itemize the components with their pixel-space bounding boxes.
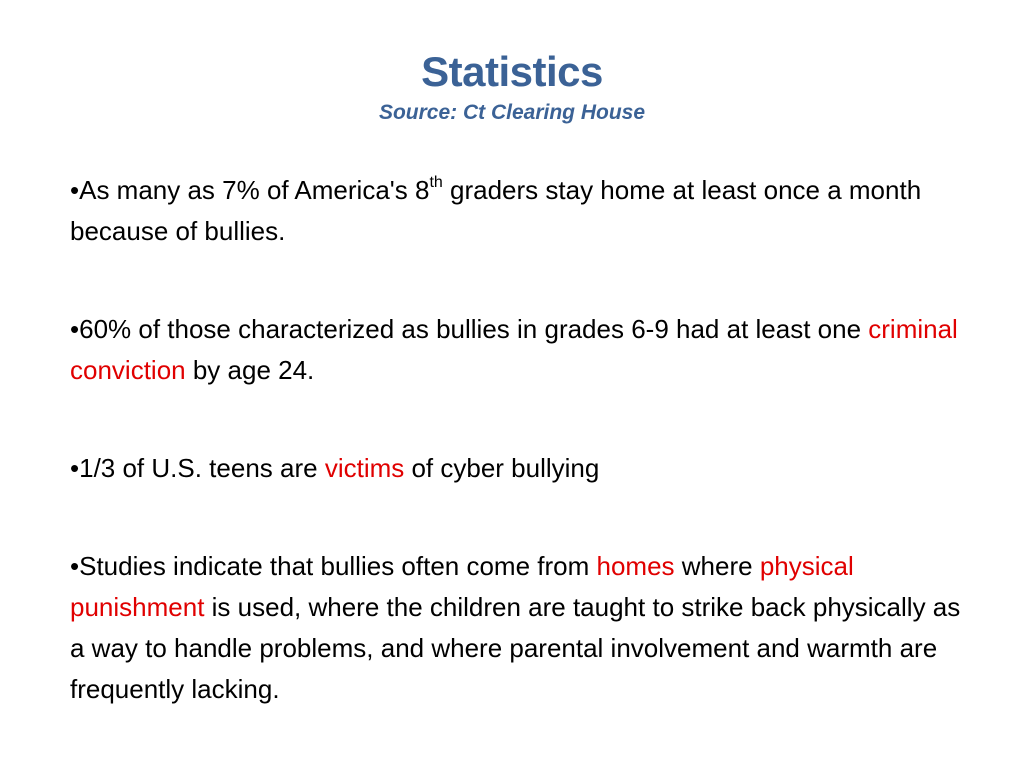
bullet-item-convictions [70,309,970,391]
bullet-text: where [674,551,760,581]
highlight-text: homes [596,551,675,581]
bullet-text: of cyber bullying [404,453,600,483]
bullet-text: 1/3 of U.S. teens are [79,453,325,483]
bullet-text: As many as 7% of America's 8 [79,175,430,205]
bullet-item-cyber-bullying [70,448,970,489]
bullet-mark: • [70,551,80,581]
bullet-text: is used, where the children are taught to strike back physically as a way to handle problems, and where parental involvement and warmth are frequently lacking. [70,592,961,704]
slide-title: Statistics [421,48,603,95]
bullet-item-attendance [70,170,970,252]
bullet-mark: • [70,175,80,205]
bullet-item-home-environment [70,546,970,710]
ordinal-superscript: th [429,174,443,192]
bullet-mark: • [70,453,80,483]
bullet-text: Studies indicate that bullies often come from [79,551,597,581]
bullet-text: by age 24. [185,355,315,385]
bullet-list [70,170,970,767]
bullet-text: graders stay home at least once a month because of bullies. [70,175,922,246]
highlight-text: physical punishment [70,551,854,622]
bullet-text: 60% of those characterized as bullies in grades 6-9 had at least one [79,314,869,344]
slide-subtitle: Source: Ct Clearing House [378,101,646,124]
title-block [0,46,1024,126]
bullet-mark: • [70,314,80,344]
highlight-text: victims [324,453,405,483]
highlight-text: criminal conviction [70,314,958,385]
